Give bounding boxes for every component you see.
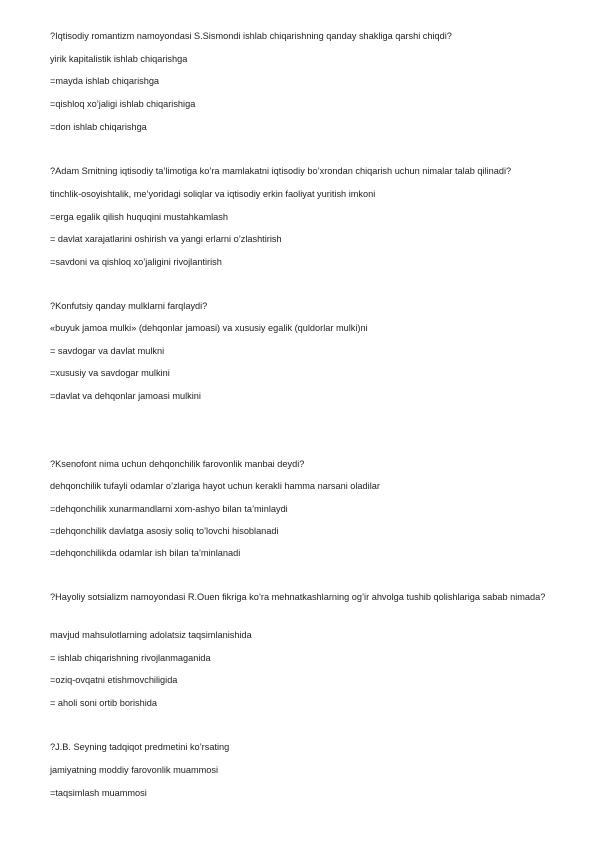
question-6: ?J.B. Seyning tadqiqot predmetini ko’rsating xyxy=(50,742,230,752)
question-2: ?Adam Smitning iqtisodiy ta’limotiga ko’ra mamlakatni iqtisodiy bo’xrondan chiqarish uchun nimalar talab qilinadi? xyxy=(50,166,512,176)
question-3-option-2: = savdogar va davlat mulkni xyxy=(50,346,165,356)
question-5-option-2: = ishlab chiqarishning rivojlanmaganida xyxy=(50,653,211,663)
question-3-option-1: «buyuk jamoa mulki» (dehqonlar jamoasi) va xususiy egalik (quldorlar mulki)ni xyxy=(50,323,368,333)
question-5: ?Hayoliy sotsializm namoyondasi R.Ouen fikriga ko’ra mehnatkashlarning og’ir ahvolga tushib qolishlariga sabab nimada? xyxy=(50,592,546,602)
question-4: ?Ksenofont nima uchun dehqonchilik farovonlik manbai deydi? xyxy=(50,459,305,469)
question-2-option-3: = davlat xarajatlarini oshirish va yangi erlarni o’zlashtirish xyxy=(50,234,282,244)
question-1-option-3: =qishloq xo’jaligi ishlab chiqarishiga xyxy=(50,99,196,109)
question-2-option-1: tinchlik-osoyishtalik, me’yoridagi soliqlar va iqtisodiy erkin faoliyat yuritish imkoni xyxy=(50,189,376,199)
question-2-option-2: =erga egalik qilish huquqini mustahkamlash xyxy=(50,212,228,222)
question-1-option-1: yirik kapitalistik ishlab chiqarishga xyxy=(50,54,188,64)
question-5-option-3: =oziq-ovqatni etishmovchiligida xyxy=(50,675,178,685)
question-3: ?Konfutsiy qanday mulklarni farqlaydi? xyxy=(50,301,208,311)
question-2-option-4: =savdoni va qishloq xo’jaligini rivojlantirish xyxy=(50,257,222,267)
question-6-option-1: jamiyatning moddiy farovonlik muammosi xyxy=(50,765,218,775)
question-4-option-4: =dehqonchilikda odamlar ish bilan ta’minlanadi xyxy=(50,548,241,558)
question-4-option-2: =dehqonchilik xunarmandlarni xom-ashyo bilan ta’minlaydi xyxy=(50,504,288,514)
question-5-option-4: = aholi soni ortib borishida xyxy=(50,698,157,708)
question-3-option-4: =davlat va dehqonlar jamoasi mulkini xyxy=(50,391,201,401)
question-1-option-4: =don ishlab chiqarishga xyxy=(50,122,147,132)
question-3-option-3: =xususiy va savdogar mulkini xyxy=(50,368,170,378)
question-1: ?Iqtisodiy romantizm namoyondasi S.Sismondi ishlab chiqarishning qanday shakliga qarshi chiqdi? xyxy=(50,31,452,41)
question-5-option-1: mavjud mahsulotlarning adolatsiz taqsimlanishida xyxy=(50,630,252,640)
question-4-option-1: dehqonchilik tufayli odamlar o’zlariga hayot uchun kerakli hamma narsani oladilar xyxy=(50,481,380,491)
question-1-option-2: =mayda ishlab chiqarishga xyxy=(50,76,160,86)
question-6-option-2: =taqsimlash muammosi xyxy=(50,788,147,798)
question-4-option-3: =dehqonchilik davlatga asosiy soliq to’lovchi hisoblanadi xyxy=(50,526,279,536)
